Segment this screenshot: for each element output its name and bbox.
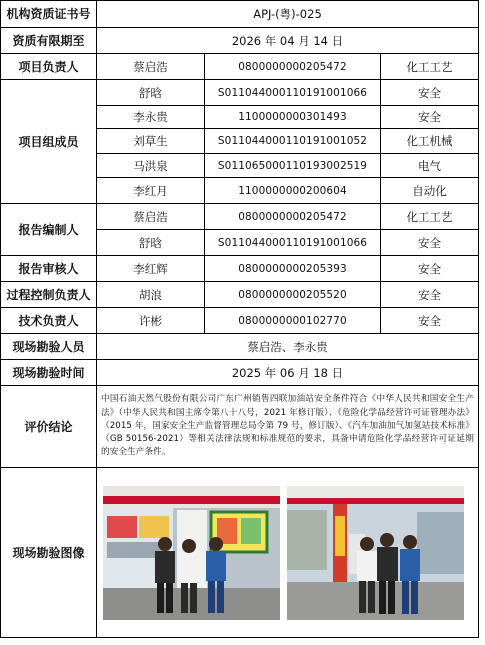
team-member-name: 舒晗 [97,80,205,106]
team-member-spec: 自动化 [381,178,479,204]
process-control-id: 0800000000205520 [205,282,381,308]
reviewer-label: 报告审核人 [1,256,97,282]
validity-label: 资质有限期至 [1,28,97,54]
row-tech-lead [1,308,479,334]
site-photo-store [103,486,280,620]
store-photo-drawing [103,486,280,620]
team-member-spec: 安全 [381,106,479,129]
survey-staff-value: 蔡启浩、李永贵 [97,334,479,360]
team-row [1,80,479,106]
team-member-id: S011044000110191001066 [205,80,381,106]
team-member-id: 1100000000200604 [205,178,381,204]
row-process-control [1,282,479,308]
team-label: 项目组成员 [1,80,97,204]
team-member-id: S011065000110193002519 [205,154,381,178]
team-member-spec: 安全 [381,80,479,106]
photos-area [97,472,478,634]
photos-cell [97,468,479,638]
validity-value: 2026 年 04 月 14 日 [97,28,479,54]
writer-id: 0800000000205472 [205,204,381,230]
tech-lead-label: 技术负责人 [1,308,97,334]
writer-spec: 安全 [381,230,479,256]
writer-name: 舒晗 [97,230,205,256]
team-member-id: S011044000110191001052 [205,129,381,154]
writer-id: S011044000110191001066 [205,230,381,256]
row-conclusion [1,386,479,468]
row-project-leader [1,54,479,80]
row-survey-staff [1,334,479,360]
team-member-name: 李红月 [97,178,205,204]
site-photo-forecourt [287,486,464,620]
team-member-name: 马洪泉 [97,154,205,178]
writer-name: 蔡启浩 [97,204,205,230]
tech-lead-spec: 安全 [381,308,479,334]
forecourt-photo-drawing [287,486,464,620]
row-reviewer [1,256,479,282]
team-member-name: 李永贵 [97,106,205,129]
survey-staff-label: 现场勘验人员 [1,334,97,360]
project-leader-name: 蔡启浩 [97,54,205,80]
writer-row [1,204,479,230]
survey-time-label: 现场勘验时间 [1,360,97,386]
team-member-name: 刘草生 [97,129,205,154]
tech-lead-name: 许彬 [97,308,205,334]
tech-lead-id: 0800000000102770 [205,308,381,334]
row-validity [1,28,479,54]
report-writers-label: 报告编制人 [1,204,97,256]
reviewer-name: 李红辉 [97,256,205,282]
conclusion-text: 中国石油天然气股份有限公司广东广州销售四联加油站安全条件符合《中华人民共和国安全生产法》（中华人民共和国主席令第八十八号，2021 年修订版）、《危险化学品经营许可证管理办法》（2015 年，国家安全生产监督管理总局令第 79 号，修订版）、《汽车加油加气加氢站技术标准》（GB 50156-2021）等相关法律法规和标准规范的要求，具备申请危险化学品经营许可证延期的安全生产条件。 [97,386,479,468]
cert-no-value: APJ-(粤)-025 [97,1,479,28]
project-leader-id: 0800000000205472 [205,54,381,80]
process-control-label: 过程控制负责人 [1,282,97,308]
reviewer-spec: 安全 [381,256,479,282]
reviewer-id: 0800000000205393 [205,256,381,282]
project-leader-spec: 化工工艺 [381,54,479,80]
conclusion-label: 评价结论 [1,386,97,468]
team-member-spec: 电气 [381,154,479,178]
team-member-spec: 化工机械 [381,129,479,154]
photos-label: 现场勘验图像 [1,468,97,638]
process-control-spec: 安全 [381,282,479,308]
writer-spec: 化工工艺 [381,204,479,230]
process-control-name: 胡浪 [97,282,205,308]
team-member-id: 1100000000301493 [205,106,381,129]
cert-no-label: 机构资质证书号 [1,1,97,28]
row-survey-time [1,360,479,386]
row-photos [1,468,479,638]
project-leader-label: 项目负责人 [1,54,97,80]
row-cert-no [1,1,479,28]
survey-time-value: 2025 年 06 月 18 日 [97,360,479,386]
